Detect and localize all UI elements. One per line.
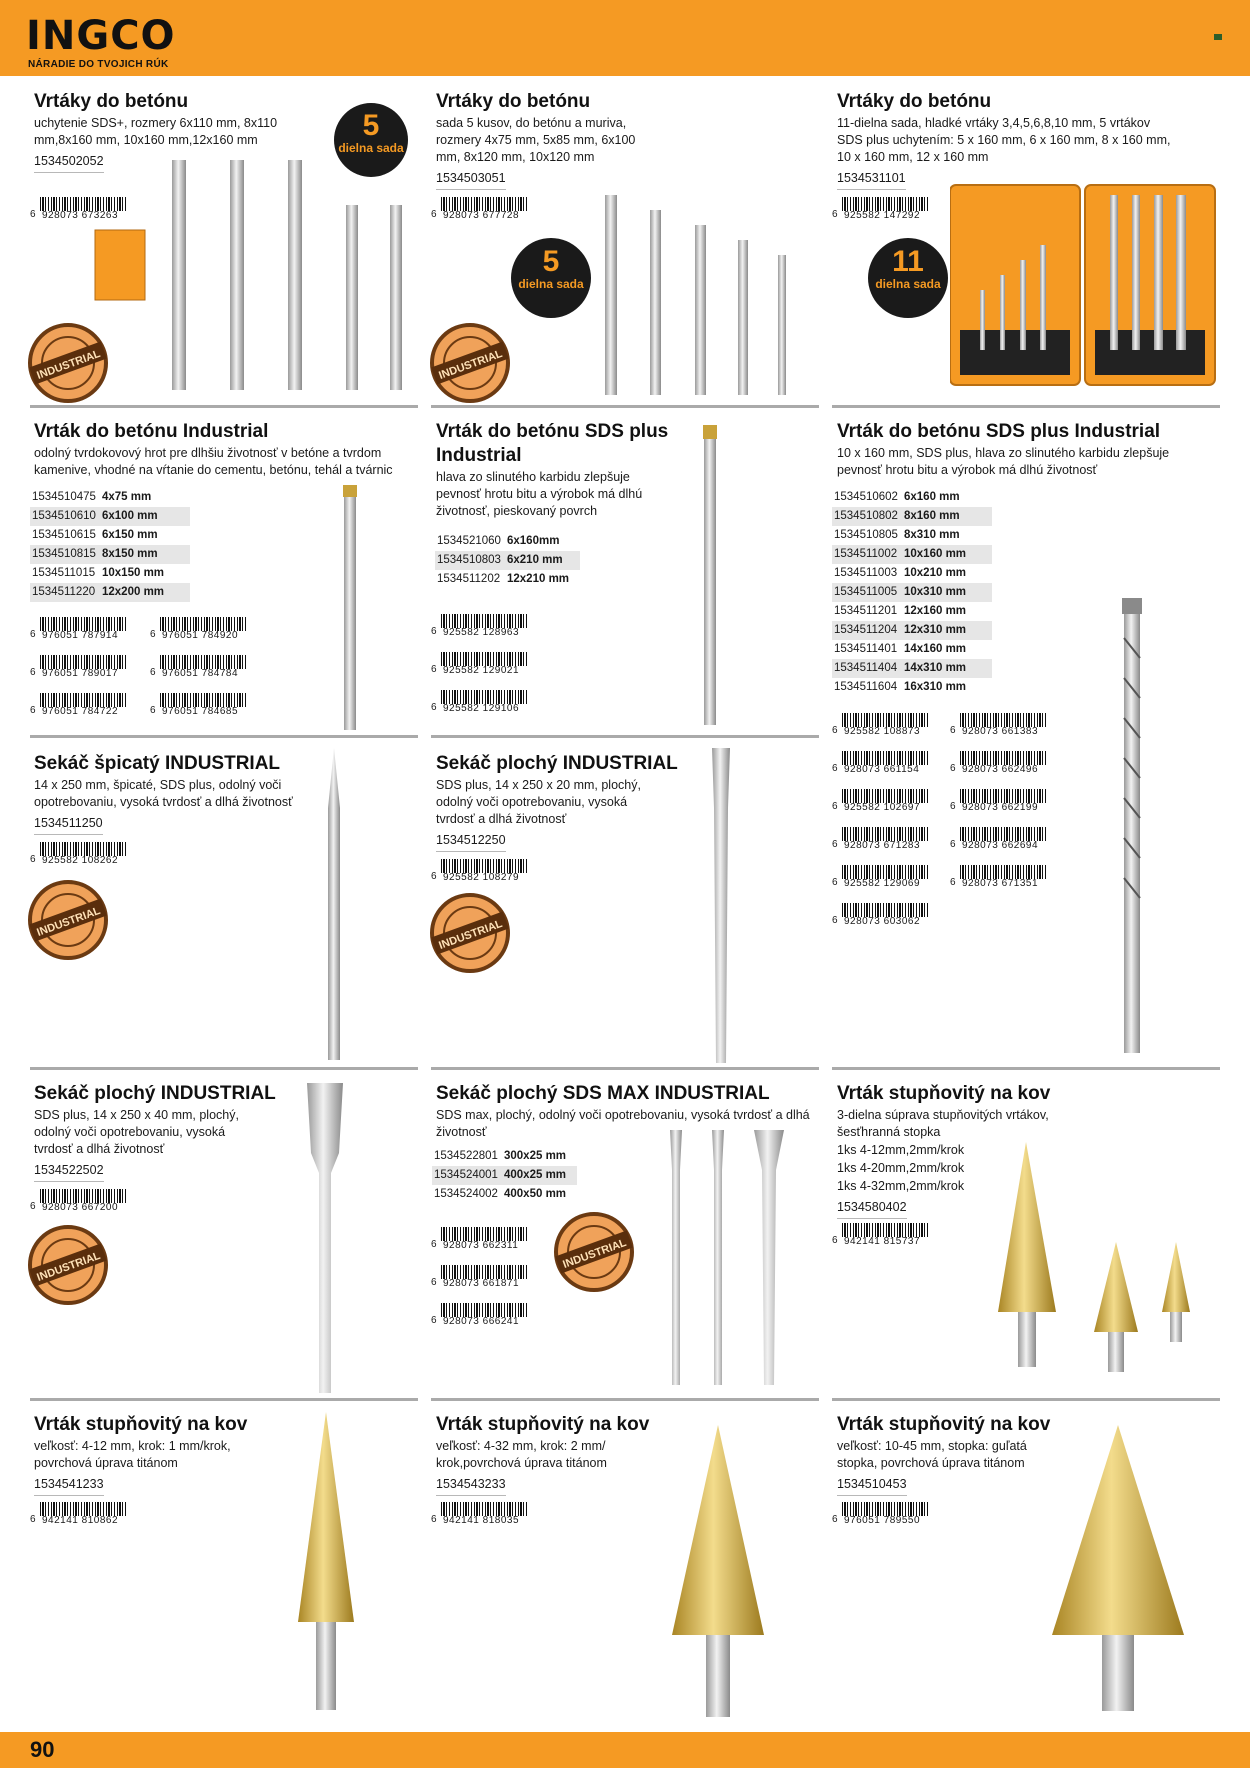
product-description: SDS plus, 14 x 250 x 40 mm, plochý, odolný voči opotrebovaniu, vysoká tvrdosť a dlhá životnosť (34, 1108, 239, 1156)
product-code: 1534511250 (34, 815, 103, 835)
product-description: SDS max, plochý, odolný voči opotrebovaniu, vysoká tvrdosť a dlhá životnosť (436, 1108, 810, 1139)
variant-row: 1534511401 14x160 mm (834, 643, 967, 655)
variant-row: 1534510802 8x160 mm (832, 507, 992, 526)
product-card (837, 90, 1177, 190)
product-set-line: 1ks 4-32mm,2mm/krok (837, 1179, 965, 1193)
separator (832, 405, 1220, 408)
variant-table (832, 488, 992, 697)
product-code: 1534512250 (436, 832, 506, 852)
product-title: Vrták do betónu SDS plus Industrial (837, 421, 1161, 442)
flat-chisel-image (708, 748, 734, 1063)
product-description: odolný tvrdokovový hrot pre dlhšiu životnosť v betóne a tvrdom kamenive, vhodné na vŕtanie do cementu, betónu, tehál a tvárnic (34, 446, 393, 477)
variant-row: 1534511202 12x210 mm (437, 573, 570, 585)
variant-row: 1534511002 10x160 mm (832, 545, 992, 564)
product-title: Sekáč plochý SDS MAX INDUSTRIAL (436, 1083, 770, 1104)
product-card (837, 420, 1217, 479)
product-title: Sekáč plochý INDUSTRIAL (34, 1083, 276, 1104)
product-card (436, 1413, 696, 1496)
industrial-seal-icon (430, 323, 510, 403)
product-card (436, 420, 686, 520)
product-description: veľkosť: 4-12 mm, krok: 1 mm/krok, povrchová úprava titánom (34, 1439, 231, 1470)
product-title: Vrták stupňovitý na kov (34, 1414, 248, 1435)
drill-set-image (90, 155, 410, 395)
product-title: Vrták stupňovitý na kov (837, 1083, 1051, 1104)
set-count-badge: 11 dielna sada (868, 238, 948, 318)
product-card (34, 752, 324, 835)
separator (832, 1067, 1220, 1070)
variant-row: 1534511015 10x150 mm (32, 567, 165, 579)
drill-bit-image (1112, 598, 1152, 1053)
product-description: SDS plus, 14 x 250 x 20 mm, plochý, odolný voči opotrebovaniu, vysoká tvrdosť a dlhá životnosť (436, 778, 641, 826)
separator (30, 1398, 418, 1401)
variant-row: 1534511604 16x310 mm (834, 681, 967, 693)
industrial-seal-icon (430, 893, 510, 973)
svg-text:INDUSTRIAL: INDUSTRIAL (35, 347, 103, 382)
product-description: veľkosť: 10-45 mm, stopka: guľatá stopka, povrchová úprava titánom (837, 1439, 1027, 1470)
product-card (34, 1413, 294, 1496)
page-number: 90 (30, 1737, 55, 1762)
variant-row: 1534510805 8x310 mm (834, 529, 960, 541)
industrial-seal-icon (28, 880, 108, 960)
product-code: 1534503051 (436, 170, 506, 190)
variant-row: 1534511204 12x310 mm (832, 621, 992, 640)
product-description: 3-dielna súprava stupňovitých vrtákov, šesťhranná stopka (837, 1108, 1049, 1139)
set-count-badge: 5 dielna sada (334, 103, 408, 177)
pointed-chisel-image (322, 748, 346, 1060)
step-drill-set-image (998, 1142, 1208, 1382)
set-count-badge: 5 dielna sada (511, 238, 591, 318)
product-title: Vrtáky do betónu (436, 91, 591, 112)
variant-table (432, 1147, 577, 1204)
svg-text:INDUSTRIAL: INDUSTRIAL (35, 904, 103, 939)
product-code: 1534502052 (34, 153, 104, 173)
industrial-seal-icon (554, 1212, 634, 1292)
product-title: Vrtáky do betónu (34, 91, 189, 112)
variant-row: 1534510610 6x100 mm (30, 507, 190, 526)
brand-logo: INGCO (26, 13, 176, 59)
variant-row: 1534511220 12x200 mm (30, 583, 190, 602)
product-description: 10 x 160 mm, SDS plus, hlava zo slinutého karbidu zlepšuje pevnosť hrotu bitu a výrobok má dlhú životnosť (837, 446, 1170, 477)
variant-row: 1534522801 300x25 mm (434, 1150, 567, 1162)
industrial-seal-icon (28, 323, 108, 403)
sds-max-chisel-set-image (666, 1130, 786, 1385)
brand-slogan: NÁRADIE DO TVOJICH RÚK (28, 59, 169, 70)
product-set-line: 1ks 4-12mm,2mm/krok (837, 1143, 965, 1157)
variant-row: 1534511201 12x160 mm (834, 605, 967, 617)
separator (431, 735, 819, 738)
product-description: sada 5 kusov, do betónu a muriva, rozmery 4x75 mm, 5x85 mm, 6x100 mm, 8x120 mm, 10x120 mm (436, 116, 636, 164)
product-card (34, 420, 404, 479)
step-drill-image (1048, 1425, 1188, 1715)
separator (431, 1067, 819, 1070)
drill-set-image (600, 195, 800, 395)
product-code: 1534531101 (837, 170, 906, 190)
variant-row: 1534510803 6x210 mm (435, 551, 580, 570)
product-code: 1534510453 (837, 1476, 907, 1496)
product-set-line: 1ks 4-20mm,2mm/krok (837, 1161, 965, 1175)
step-drill-image (296, 1412, 356, 1712)
product-description: veľkosť: 4-32 mm, krok: 2 mm/ krok,povrchová úprava titánom (436, 1439, 607, 1470)
separator (30, 405, 418, 408)
product-description: uchytenie SDS+, rozmery 6x110 mm, 8x110 mm,8x160 mm, 10x160 mm,12x160 mm (34, 116, 278, 147)
product-title: Vrták stupňovitý na kov (837, 1414, 1051, 1435)
product-card (34, 1082, 294, 1182)
separator (431, 405, 819, 408)
product-title: Vrták stupňovitý na kov (436, 1414, 650, 1435)
product-code: 1534580402 (837, 1199, 907, 1219)
header-bar (0, 0, 1250, 76)
product-title: Sekáč špicatý INDUSTRIAL (34, 753, 281, 774)
separator (30, 1067, 418, 1070)
step-drill-image (668, 1425, 768, 1720)
variant-row: 1534510475 4x75 mm (32, 491, 152, 503)
product-code: 1534541233 (34, 1476, 104, 1496)
variant-row: 1534524001 400x25 mm (432, 1166, 577, 1185)
product-code: 1534543233 (436, 1476, 506, 1496)
product-title: Vrták do betónu Industrial (34, 421, 269, 442)
product-card (436, 90, 796, 190)
product-title: Vrtáky do betónu (837, 91, 992, 112)
separator (832, 1398, 1220, 1401)
variant-table (30, 488, 190, 602)
variant-row: 1534511005 10x310 mm (832, 583, 992, 602)
variant-row: 1534524002 400x50 mm (434, 1188, 567, 1200)
industrial-seal-icon (28, 1225, 108, 1305)
variant-row: 1534511404 14x310 mm (832, 659, 992, 678)
product-title: Vrták do betónu SDS plus Industrial (436, 421, 669, 466)
product-code: 1534522502 (34, 1162, 104, 1182)
variant-row: 1534510615 6x150 mm (32, 529, 158, 541)
separator (30, 735, 418, 738)
svg-text:INDUSTRIAL: INDUSTRIAL (561, 1236, 629, 1271)
variant-row: 1534510602 6x160 mm (834, 491, 960, 503)
product-description: 14 x 250 mm, špicaté, SDS plus, odolný voči opotrebovaniu, vysoká tvrdosť a dlhá životnosť (34, 778, 293, 809)
product-description: 11-dielna sada, hladké vrtáky 3,4,5,6,8,10 mm, 5 vrtákov SDS plus uchytením: 5 x 160 mm, 6 x 160 mm, 8 x 160 mm, 10 x 160 mm, 12 x 160 mm (837, 116, 1171, 164)
variant-table (435, 532, 580, 589)
variant-row: 1534510815 8x150 mm (30, 545, 190, 564)
corner-mark (1214, 34, 1222, 40)
drill-case-image (950, 180, 1220, 390)
separator (431, 1398, 819, 1401)
svg-text:INDUSTRIAL: INDUSTRIAL (437, 347, 505, 382)
product-card (436, 752, 696, 852)
drill-bit-image (698, 425, 722, 725)
product-title: Sekáč plochý INDUSTRIAL (436, 753, 678, 774)
variant-row: 1534521060 6x160mm (437, 535, 560, 547)
footer-bar (0, 1732, 1250, 1768)
product-description: hlava zo slinutého karbidu zlepšuje pevnosť hrotu bitu a výrobok má dlhú životnosť, pieskovaný povrch (436, 470, 643, 518)
svg-text:INDUSTRIAL: INDUSTRIAL (35, 1249, 103, 1284)
svg-text:INDUSTRIAL: INDUSTRIAL (437, 917, 505, 952)
variant-row: 1534511003 10x210 mm (834, 567, 967, 579)
drill-bit-image (338, 485, 362, 730)
flat-chisel-image (305, 1083, 345, 1393)
